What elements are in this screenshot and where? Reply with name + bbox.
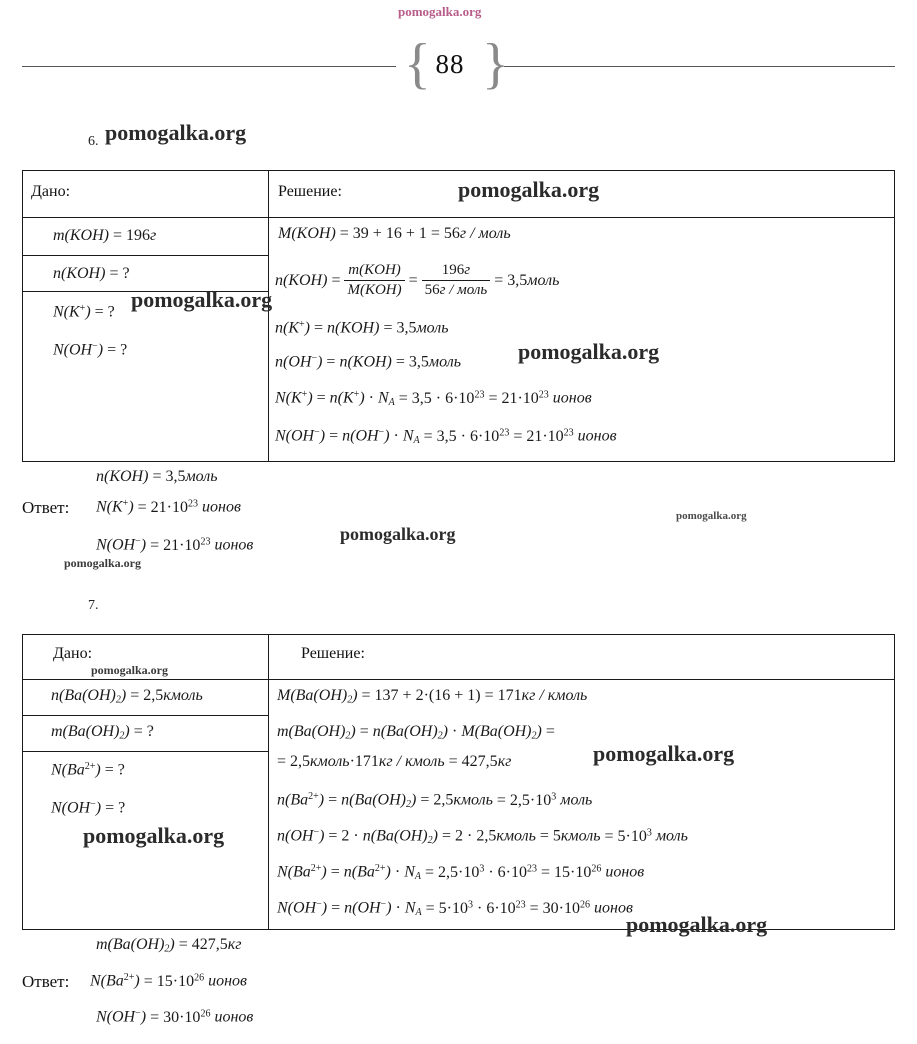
brace-right-icon: }: [482, 33, 509, 95]
problem-6-solution-4: n(OH−) = n(KOH) = 3,5моль: [275, 353, 461, 371]
problem-6-answer-1: n(KOH) = 3,5моль: [96, 468, 218, 485]
problem-6-given-3: N(K+) = ?: [53, 303, 115, 321]
watermark-p6-header: pomogalka.org: [458, 177, 600, 202]
problem-7-answer-label: Ответ:: [22, 972, 70, 991]
problem-7-given-1: $n(Ba(OH)_2)$ = 2,5кмоль: [51, 687, 203, 706]
given-row-divider-1: [23, 715, 268, 716]
problem-6-answer-3: $N(OH^-) = 21\cdot 10^{23}$ ионов: [96, 536, 254, 554]
watermark-p6-solution: pomogalka.org: [518, 339, 660, 364]
problem-6-solution-6: $N(OH^-) = n(OH^-) \cdot N_A = 3,5 \cdot 6\cdot 10^{23} = 21\cdot 10^{23}$ ионов: [275, 427, 617, 446]
problem-6-solution-5: $N(K^+) = n(K^+) \cdot N_A = 3,5 \cdot 6\cdot 10^{23} = 21\cdot 10^{23}$ ионов: [275, 389, 592, 408]
watermark-top: pomogalka.org: [398, 4, 482, 19]
brace-left-icon: {: [404, 33, 431, 95]
problem-7-solution-1: $M(Ba(OH)_2) = 137 + 2\cdot(16 + 1) = 171кг$ / кмоль: [277, 687, 588, 706]
problem-7-table: [22, 634, 895, 930]
problem-7-solution-5: $n(OH^-) = 2 \cdot n(Ba(OH)_2) = 2$ · 2,5кмоль = 5кмоль = $5\cdot 10^3$ моль: [277, 827, 688, 846]
problem-6-given-header: Дано:: [31, 183, 71, 200]
table-header-divider: [23, 217, 894, 218]
given-row-divider-2: [23, 291, 268, 292]
problem-7-answer-1: $m(Ba(OH)_2) = 427,5кг$: [96, 936, 242, 955]
problem-6-solution-1: M(KOH) = 39 + 16 + 1 = 56г / моль: [278, 225, 511, 242]
problem-7-answer-3: $N(OH^-) = 30\cdot 10^{26}$ ионов: [96, 1008, 254, 1026]
problem-7-solution-4: $n(Ba^{2+}) = n(Ba(OH)_2)$ = 2,5кмоль = $2,5\cdot 10^3$ моль: [277, 791, 593, 810]
given-row-divider-2: [23, 751, 268, 752]
watermark-p6-bottom: pomogalka.org: [64, 556, 142, 570]
problem-7-given-2: $m(Ba(OH)_2)$ = ?: [51, 723, 154, 742]
problem-6-given-4: N(OH−) = ?: [53, 341, 128, 359]
problem-6-answer-label: Ответ:: [22, 498, 70, 517]
watermark-p6-answer: pomogalka.org: [340, 524, 456, 544]
problem-6-solution-header: Решение:: [278, 183, 342, 200]
problem-7-given-4: N(OH−) = ?: [51, 799, 126, 817]
watermark-p6-given: pomogalka.org: [131, 287, 273, 312]
problem-6-given-1: m(KOH) = 196г: [53, 227, 157, 244]
problem-6-answer-2: $N(K^+) = 21\cdot 10^{23}$ ионов: [96, 498, 241, 516]
watermark-p7-bottom: pomogalka.org: [626, 912, 768, 937]
problem-7-solution-6: $N(Ba^{2+}) = n(Ba^{2+}) \cdot N_A = 2,5\cdot 10^3 \cdot 6\cdot 10^{23} = 15\cdot 10^{26}$ ионов: [277, 863, 645, 882]
watermark-p7-header: pomogalka.org: [91, 663, 169, 677]
problem-7-solution-7: $N(OH^-) = n(OH^-) \cdot N_A = 5\cdot 10^3 \cdot 6\cdot 10^{23} = 30\cdot 10^{26}$ ионов: [277, 899, 633, 918]
problem-7-answer-2: $N(Ba^{2+}) = 15\cdot 10^{26}$ ионов: [90, 972, 247, 990]
problem-6-solution-3: n(K+) = n(KOH) = 3,5моль: [275, 319, 449, 337]
given-row-divider-1: [23, 255, 268, 256]
table-column-divider: [268, 171, 269, 461]
problem-7-solution-header: Решение:: [301, 645, 365, 662]
problem-7-solution-2: $m(Ba(OH)_2) = n(Ba(OH)_2) \cdot M(Ba(OH)_2)$ =: [277, 723, 555, 742]
problem-7-solution-3: = 2,5кмоль·171кг / кмоль = 427,5кг: [277, 753, 512, 770]
problem-7-given-3: $N(Ba^{2+})$ = ?: [51, 761, 125, 779]
watermark-p6-title: pomogalka.org: [105, 120, 247, 145]
problem-7-given-header: Дано:: [53, 645, 93, 662]
problem-6-table: [22, 170, 895, 462]
watermark-p7-solution: pomogalka.org: [593, 741, 735, 766]
problem-7-number: 7.: [88, 598, 99, 613]
table-header-divider: [23, 679, 894, 680]
watermark-p6-right: pomogalka.org: [676, 510, 747, 522]
watermark-p7-given: pomogalka.org: [83, 823, 225, 848]
problem-6-solution-2: n(KOH) = $\frac{\text{m(KOH)}}{\text{M(KOH)}}$ = $\frac{196г}{\text{56г / моль}}$ = 3,5моль: [275, 262, 560, 298]
page-number: 88: [435, 48, 465, 79]
problem-6-given-2: n(KOH) = ?: [53, 265, 130, 282]
problem-6-number: 6.: [88, 134, 99, 149]
